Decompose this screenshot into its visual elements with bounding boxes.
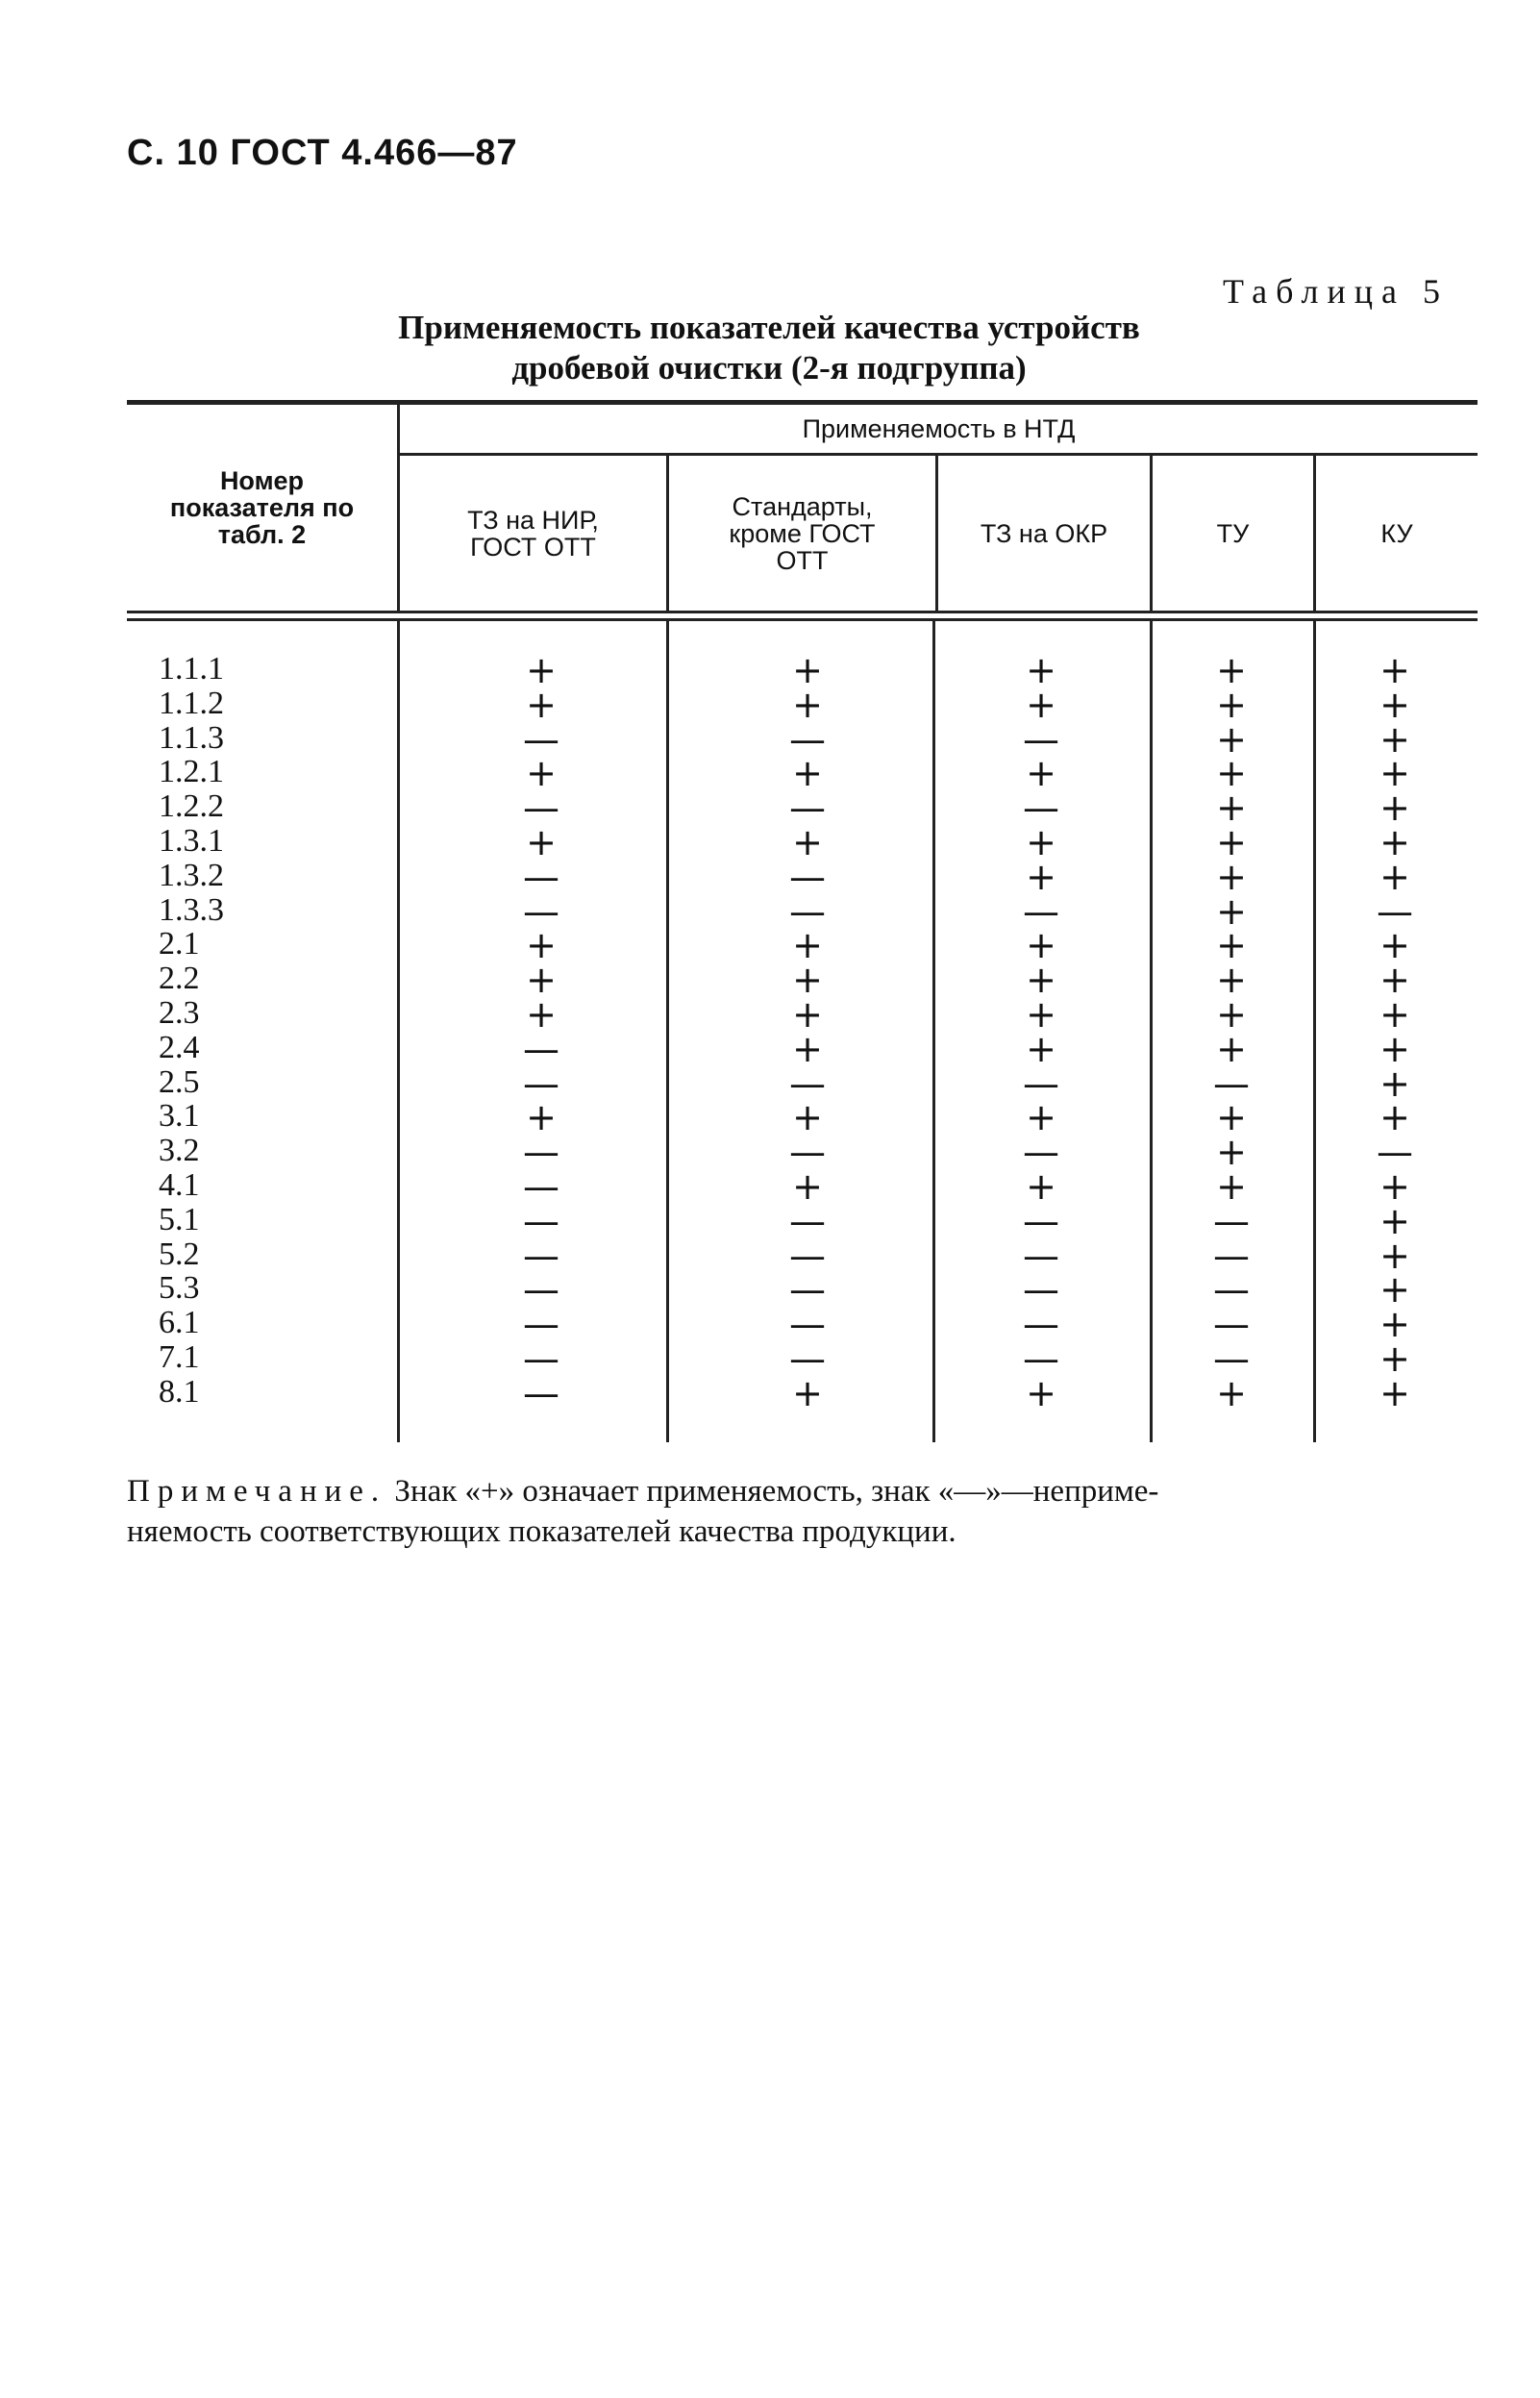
cell-mark: — [789,1268,826,1311]
note-line-2: няемость соответствующих показателей качества продукции. [127,1514,956,1549]
note-label: Примечание. [127,1474,387,1509]
cell-mark: — [1377,1131,1413,1174]
row-label: 1.3.1 [159,823,224,859]
cell-mark: + [1026,649,1056,691]
cell-mark: — [1213,1337,1250,1380]
cell-mark: — [789,1234,826,1277]
cell-mark: + [526,649,557,691]
col-divider-0b [397,621,400,1442]
cell-mark: — [1213,1062,1250,1105]
cell-mark: + [1216,1096,1247,1139]
cell-mark: + [1216,993,1247,1036]
row-header-cell: Номер показателя по табл. 2 [169,466,355,549]
row-label: 1.2.2 [159,788,224,825]
cell-mark: + [792,1165,823,1208]
row-label: 1.3.3 [159,891,224,928]
col-header-standards: Стандарты, кроме ГОСТ ОТТ [729,491,876,575]
cell-mark: + [1379,1027,1410,1070]
cell-mark: + [1216,959,1247,1002]
cell-mark: — [1213,1199,1250,1242]
cell-mark: + [1216,752,1247,795]
cell-mark: — [1023,787,1059,830]
cell-mark: — [1213,1268,1250,1311]
cell-mark: — [523,1165,559,1208]
col-divider-3b [1150,621,1153,1442]
cell-mark: + [526,821,557,863]
cell-mark: + [1026,1096,1056,1139]
cell-mark: — [523,1027,559,1070]
cell-mark: + [1216,1027,1247,1070]
cell-mark: — [1213,1303,1250,1346]
cell-mark: + [1379,1337,1410,1380]
cell-mark: + [526,924,557,967]
cell-mark: — [523,717,559,761]
cell-mark: — [789,1199,826,1242]
cell-mark: — [523,1303,559,1346]
cell-mark: + [792,993,823,1036]
row-label: 5.2 [159,1236,200,1272]
header-bottom-rule-2 [127,618,1478,621]
cell-mark: + [526,959,557,1002]
cell-mark: + [792,924,823,967]
cell-mark: + [1379,1371,1410,1414]
row-label: 1.1.3 [159,719,224,756]
cell-mark: — [789,1131,826,1174]
title-line-1: Применяемость показателей качества устройств [398,309,1140,346]
cell-mark: + [1026,1165,1056,1208]
cell-mark: — [523,889,559,933]
cell-mark: + [1379,1165,1410,1208]
row-label: 5.1 [159,1201,200,1237]
cell-mark: + [1216,1165,1247,1208]
row-label: 1.3.2 [159,857,224,893]
row-label: 2.2 [159,961,200,997]
cell-mark: — [1023,1268,1059,1311]
cell-mark: — [1023,889,1059,933]
cell-mark: + [1379,1096,1410,1139]
cell-mark: + [1026,821,1056,863]
table-title [327,308,1211,388]
note-line-1: Знак «+» означает применяемость, знак «—»—неприме- [394,1474,1159,1509]
cell-mark: + [1379,924,1410,967]
cell-mark: — [523,1062,559,1105]
row-label: 3.2 [159,1133,200,1169]
cell-mark: + [526,993,557,1036]
cell-mark: — [523,1371,559,1414]
col-divider-2b [932,621,935,1442]
row-label: 8.1 [159,1373,200,1410]
row-label: 6.1 [159,1305,200,1341]
cell-mark: + [1026,683,1056,726]
cell-mark: + [1379,1234,1410,1277]
cell-mark: + [1379,752,1410,795]
cell-mark: — [789,1337,826,1380]
group-header-cell: Применяемость в НТД [802,414,1076,443]
cell-mark: — [1023,717,1059,761]
header-bottom-rule-1 [127,611,1478,613]
col-divider-1b [666,621,669,1442]
cell-mark: + [1026,752,1056,795]
col-header-tz-okr: ТЗ на ОКР [980,518,1108,548]
cell-mark: — [1377,889,1413,933]
cell-mark: + [1379,1062,1410,1105]
cell-mark: — [523,787,559,830]
cell-mark: + [1026,993,1056,1036]
row-label: 1.1.2 [159,685,224,721]
row-label: 2.3 [159,995,200,1031]
cell-mark: + [792,649,823,691]
cell-mark: — [789,1062,826,1105]
cell-mark: — [1023,1062,1059,1105]
row-label: 1.2.1 [159,754,224,790]
row-label: 2.5 [159,1063,200,1100]
row-label: 3.1 [159,1098,200,1135]
cell-mark: + [1216,649,1247,691]
cell-mark: — [1023,1303,1059,1346]
cell-mark: + [1216,924,1247,967]
cell-mark: + [1026,1371,1056,1414]
page-header: С. 10 ГОСТ 4.466—87 [127,133,518,173]
cell-mark: + [1216,1131,1247,1174]
cell-mark: — [523,855,559,898]
cell-mark: + [1379,959,1410,1002]
col-divider-4b [1313,621,1316,1442]
cell-mark: + [1216,787,1247,830]
cell-mark: + [792,1371,823,1414]
cell-mark: — [789,855,826,898]
cell-mark: + [1216,683,1247,726]
cell-mark: — [1023,1234,1059,1277]
cell-mark: + [1216,717,1247,761]
cell-mark: + [1216,821,1247,863]
cell-mark: + [792,683,823,726]
cell-mark: + [792,1096,823,1139]
cell-mark: — [523,1234,559,1277]
table-note [127,1471,1473,1552]
cell-mark: + [1379,649,1410,691]
cell-mark: — [523,1199,559,1242]
cell-mark: + [792,821,823,863]
cell-mark: + [1379,855,1410,898]
row-label: 5.3 [159,1270,200,1307]
cell-mark: + [1379,821,1410,863]
row-label: 7.1 [159,1339,200,1375]
cell-mark: + [1216,889,1247,933]
cell-mark: — [789,787,826,830]
cell-mark: — [789,1303,826,1346]
table-label: Таблица 5 [1223,272,1449,311]
cell-mark: + [1026,1027,1056,1070]
cell-mark: + [1216,1371,1247,1414]
col-header-ku: КУ [1380,518,1413,548]
cell-mark: + [1026,959,1056,1002]
cell-mark: + [1379,1199,1410,1242]
cell-mark: + [1379,1303,1410,1346]
title-line-2: дробевой очистки (2-я подгруппа) [511,349,1027,387]
cell-mark: + [1216,855,1247,898]
cell-mark: + [1026,924,1056,967]
cell-mark: — [789,717,826,761]
cell-mark: + [1379,993,1410,1036]
cell-mark: — [1023,1199,1059,1242]
cell-mark: + [1379,787,1410,830]
row-label: 2.4 [159,1029,200,1065]
row-label: 4.1 [159,1167,200,1203]
cell-mark: + [792,959,823,1002]
row-label: 2.1 [159,926,200,962]
cell-mark: — [523,1131,559,1174]
cell-mark: + [1379,717,1410,761]
cell-mark: — [789,889,826,933]
cell-mark: + [1379,1268,1410,1311]
cell-mark: + [526,752,557,795]
col-header-tz-nir: ТЗ на НИР, ГОСТ ОТТ [467,505,599,562]
cell-mark: — [523,1268,559,1311]
cell-mark: + [526,683,557,726]
cell-mark: + [1379,683,1410,726]
cell-mark: — [523,1337,559,1380]
cell-mark: — [1213,1234,1250,1277]
col-header-tu: ТУ [1216,518,1250,548]
row-label: 1.1.1 [159,651,224,687]
cell-mark: + [1026,855,1056,898]
cell-mark: + [792,1027,823,1070]
cell-mark: — [1023,1337,1059,1380]
cell-mark: + [526,1096,557,1139]
cell-mark: + [792,752,823,795]
cell-mark: — [1023,1131,1059,1174]
